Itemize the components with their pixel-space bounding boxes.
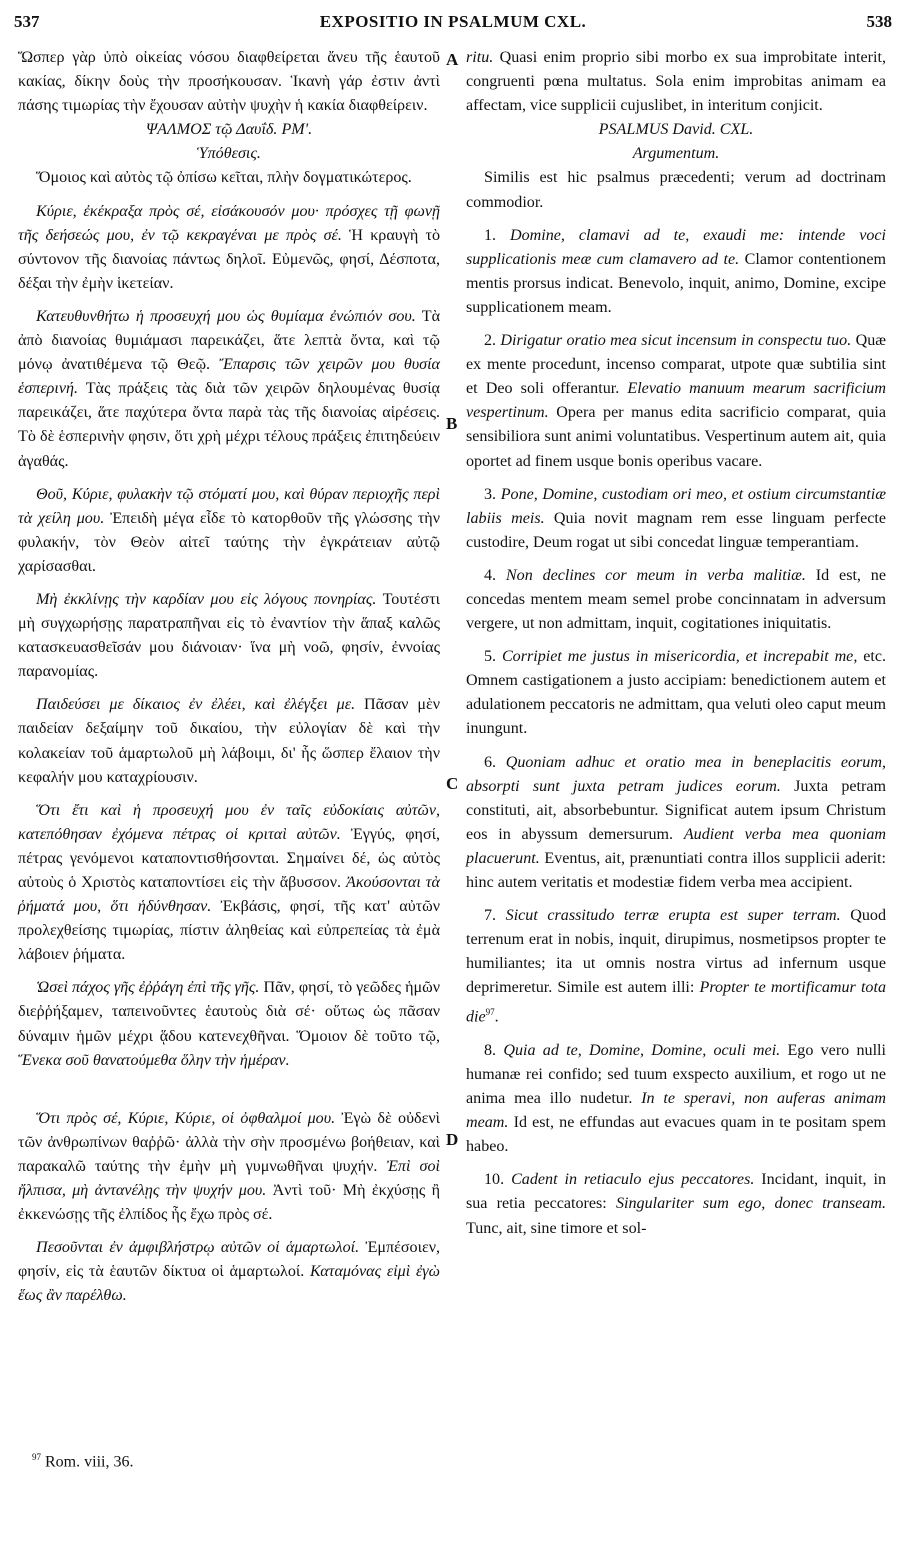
latin-verse: 8. Quia ad te, Domine, Domine, oculi mei. Ego vero nulli humanæ rei confido; sed tuum exspecto auxilium, et rogo ut ne anima mea illo nudetur. In te speravi, non auferas animam meam. Id est, ne effundas aut evacues quam in te positam spem habeo. <box>466 1041 886 1156</box>
page-number-right: 538 <box>866 12 892 31</box>
greek-verse: Ὅτι ἔτι καὶ ἡ προσευχή μου ἐν ταῖς εὐδοκίαις αὐτῶν, κατεπόθησαν ἐχόμενα πέτρας οἱ κριταὶ αὐτῶν. Ἐγγύς, φησί, πέτρας γενόμενοι καταποντισθήσονται. Σημαίνει δέ, ὡς αὐτὸς αὐτοὺς ὁ Χριστὸς καταποντίσει εἰς τὴν ἄβυσσον. Ἀκούσονται τὰ ῥήματά μου, ὅτι ἡδύνθησαν. Ἐκβάσις, φησί, τῆς κατ' αὐτῶν προλεχθείσης τιμωρίας, πίστιν ἀληθείας καὶ εὐπρεπείας τὰ ἐμὰ λάβοιεν ῥήματα. <box>18 801 440 964</box>
greek-paragraph: Ὅμοιος καὶ αὐτὸς τῷ ὀπίσω κεῖται, πλὴν δογματικώτερος. <box>36 169 412 187</box>
greek-argument-heading: Ὑπόθεσις. <box>197 145 261 163</box>
latin-verse: 6. Quoniam adhuc et oratio mea in beneplacitis eorum, absorpti sunt juxta petram judices eorum. Juxta petram constituti, ait, absorbebuntur. Significat autem ipsum Christum eos in abyssum demersurum. Audient verba mea quoniam placuerunt. Eventus, ait, prænuntiati contra illos supplicii aderit: hinc autem veritatis et modestiæ fidem verba mea accipient. <box>466 753 887 891</box>
latin-verse: 10. Cadent in retiaculo ejus peccatores. Incidant, inquit, in sua retia peccatores: Singulariter sum ego, donec transeam. Tunc, ait, sine timore et sol- <box>466 1171 887 1237</box>
latin-verse: 2. Dirigatur oratio mea sicut incensum in conspectu tuo. Quæ ex mente procedunt, incenso comparat, utpote quæ subtilia sint et Deo soli offerantur. Elevatio manuum mearum sacrificium vespertinum. Opera per manus edita sacrificio comparat, quia sensibiliora sunt animi voluntatibus. Vespertinum autem ait, quia oportet ad finem usque bonis operibus vacare. <box>466 332 886 470</box>
latin-argument-heading: Argumentum. <box>632 145 720 163</box>
latin-column <box>466 46 886 1241</box>
greek-column <box>18 46 440 1309</box>
latin-verse: 7. Sicut crassitudo terræ erupta est super terram. Quod terrenum erat in nobis, inquit, dirupimus, nosmetipsos propter te humiliantes; ita ut omnis nostra virtus ad infernum usque deprimeretur. Simile est autem illi: Propter te mortificamur tota die$^{97}$. <box>466 907 887 1026</box>
latin-verse: 5. Corripiet me justus in misericordia, et increpabit me, etc. Omnem castigationem a justo accipiam: benedictionem autem et adulationem peccatoris ne admittam, qua veluti oleo caput meum inungunt. <box>466 648 887 738</box>
margin-marker-a: A <box>446 50 459 69</box>
margin-marker-c: C <box>446 774 459 793</box>
greek-psalm-heading: ΨΑΛΜΟΣ τῷ Δαυΐδ. ΡΜ'. <box>145 121 313 139</box>
margin-marker-b: B <box>446 414 458 433</box>
footnote-mark: 97 <box>32 1452 41 1462</box>
greek-verse: Μὴ ἐκκλίνῃς τὴν καρδίαν μου εἰς λόγους πονηρίας. Τουτέστι μὴ συγχωρήσῃς παρατραπῆναι εἰς τὸ ἐναντίον τὴν ἅπαξ καλῶς κατασκευασθεῖσάν μου διάνοιαν· ἵνα μὴ νοῶ, φησίν, ἐννοίας παρανομίας. <box>18 590 441 681</box>
greek-verse: Πεσοῦνται ἐν ἀμφιβλήστρῳ αὐτῶν οἱ ἁμαρτωλοί. Ἐμπέσοιεν, φησίν, εἰς τὰ ἑαυτῶν δίκτυα οἱ ἁμαρτωλοί. Καταμόνας εἰμὶ ἐγὼ ἕως ἂν παρέλθω. <box>18 1239 440 1305</box>
greek-verse: Παιδεύσει με δίκαιος ἐν ἐλέει, καὶ ἐλέγξει με. Πᾶσαν μὲν παιδείαν δεξαίμην τοῦ δικαίου, τὴν εὐλογίαν δὲ καὶ τὴν κολακείαν τοῦ ἁμαρτωλοῦ μὴ λάβοιμι, δι' ἧς ὥσπερ ἔλαιον τὴν κεφαλήν μου καταχρίουσιν. <box>18 696 440 786</box>
footnote <box>32 1452 133 1471</box>
latin-paragraph: Similis est hic psalmus præcedenti; verum ad doctrinam commodior. <box>466 169 886 211</box>
greek-paragraph: Ὥσπερ γὰρ ὑπὸ οἰκείας νόσου διαφθείρεται ἄνευ τῆς ἑαυτοῦ κακίας, δίκην δοὺς τὴν προσήκουσαν. Ἱκανὴ γάρ ἐστιν ἀντὶ πάσης τιμωρίας τὴν ἔχουσαν αὐτὴν ψυχὴν ἡ κακία διαφθείρειν. <box>18 49 440 115</box>
page-number-left: 537 <box>14 12 40 31</box>
latin-verse: 3. Pone, Domine, custodiam ori meo, et ostium circumstantiæ labiis meis. Quia novit magnam rem esse linguam perfecte custodire, Deum rogat ut sibi concedat linguæ temperantiam. <box>466 485 886 551</box>
greek-verse: Κύριε, ἐκέκραξα πρὸς σέ, εἰσάκουσόν μου· πρόσχες τῇ φωνῇ τῆς δεήσεώς μου, ἐν τῷ κεκραγέναι με πρὸς σέ. Ἡ κραυγὴ τὸ σύντονον τῆς διανοίας πάντως δηλοῖ. Εὐμενῶς, φησί, Δέσποτα, δέξαι τὴν ἐμὴν ἱκετείαν. <box>18 202 441 292</box>
running-header <box>14 12 892 38</box>
latin-paragraph: ritu. Quasi enim proprio sibi morbo ex sua improbitate interit, congruenti pœna multatus. Sola enim improbitas animam ea affectam, vice supplicii cujuslibet, in interitum conjicit. <box>466 49 886 115</box>
greek-verse: Κατευθυνθήτω ἡ προσευχή μου ὡς θυμίαμα ἐνώπιόν σου. Τὰ ἀπὸ διανοίας θυμιάμασι παρεικάζει, ἅτε λεπτὰ ὄντα, καὶ τῷ μόνῳ ἀνατιθέμενα τῷ Θεῷ. Ἔπαρσις τῶν χειρῶν μου θυσία ἑσπερινή. Τὰς πράξεις τὰς διὰ τῶν χειρῶν δηλουμένας θυσίᾳ παρεικάζει, ἅτε παχύτερα ὄντα παρὰ τὰς τῆς διανοίας αἱρέσεις. Τὸ δὲ ἑσπερινὴν φησιν, ὅτι χρὴ μέχρι τέλους πράξεις ἐπιτηδεύειν ἀγαθάς. <box>18 307 441 470</box>
footnote-text: Rom. viii, 36. <box>41 1453 134 1471</box>
greek-verse: Ὡσεὶ πάχος γῆς ἐῤῥάγη ἐπὶ τῆς γῆς. Πᾶν, φησί, τὸ γεῶδες ἡμῶν διεῤῥήξαμεν, ταπεινοῦντες ἑαυτοὺς διὰ σέ· οὕτως ὡς πᾶσαν δύναμιν ἡμῶν μέχρι ᾅδου κατενεχθῆναι. Ὅμοιον δὲ τοῦτο τῷ, Ἕνεκα σοῦ θανατούμεθα ὅλην τὴν ἡμέραν. <box>18 979 440 1069</box>
margin-marker-d: D <box>446 1130 459 1149</box>
running-title: EXPOSITIO IN PSALMUM CXL. <box>319 12 587 31</box>
greek-verse: Θοῦ, Κύριε, φυλακὴν τῷ στόματί μου, καὶ θύραν περιοχῆς περὶ τὰ χείλη μου. Ἐπειδὴ μέγα εἶδε τὸ κατορθοῦν τῆς γλώσσης τὴν φυλακήν, τὸν Θεὸν αἰτεῖ ταύτης τὴν ἐγκράτειαν αὐτῷ χαρίσασθαι. <box>18 485 440 575</box>
latin-verse: 1. Domine, clamavi ad te, exaudi me: intende voci supplicationis meæ cum clamavero ad te. Clamor contentionem mentis prorsus indicat. Benevolo, inquit, animo, Domine, excipe supplicationem meam. <box>466 226 887 316</box>
greek-verse: Ὅτι πρὸς σέ, Κύριε, Κύριε, οἱ ὀφθαλμοί μου. Ἐγὼ δὲ οὐδενὶ τῶν ἀνθρωπίνων θαῤῥῶ· ἀλλὰ τὴν σὴν προσμένω βοήθειαν, καὶ παρακαλῶ ταύτης τὴν ἐμὴν μὴ γυμνωθῆναι ψυχήν. Ἐπὶ σοὶ ἤλπισα, μὴ ἀντανέλῃς τὴν ψυχήν μου. Ἀντὶ τοῦ· Μὴ ἐκχύσῃς ἢ ἐκκενώσῃς τῆς ἐλπίδος ἧς ἔχω πρὸς σέ. <box>18 1109 440 1224</box>
latin-psalm-heading: PSALMUS David. CXL. <box>598 121 754 139</box>
footnote-ref: 97 <box>485 1007 495 1018</box>
latin-verse: 4. Non declines cor meum in verba malitiæ. Id est, ne concedas mentem meam semel probe concinnatam in adversum vergere, ut non admittam, inquit, cogitationes iniquitatis. <box>466 566 887 633</box>
